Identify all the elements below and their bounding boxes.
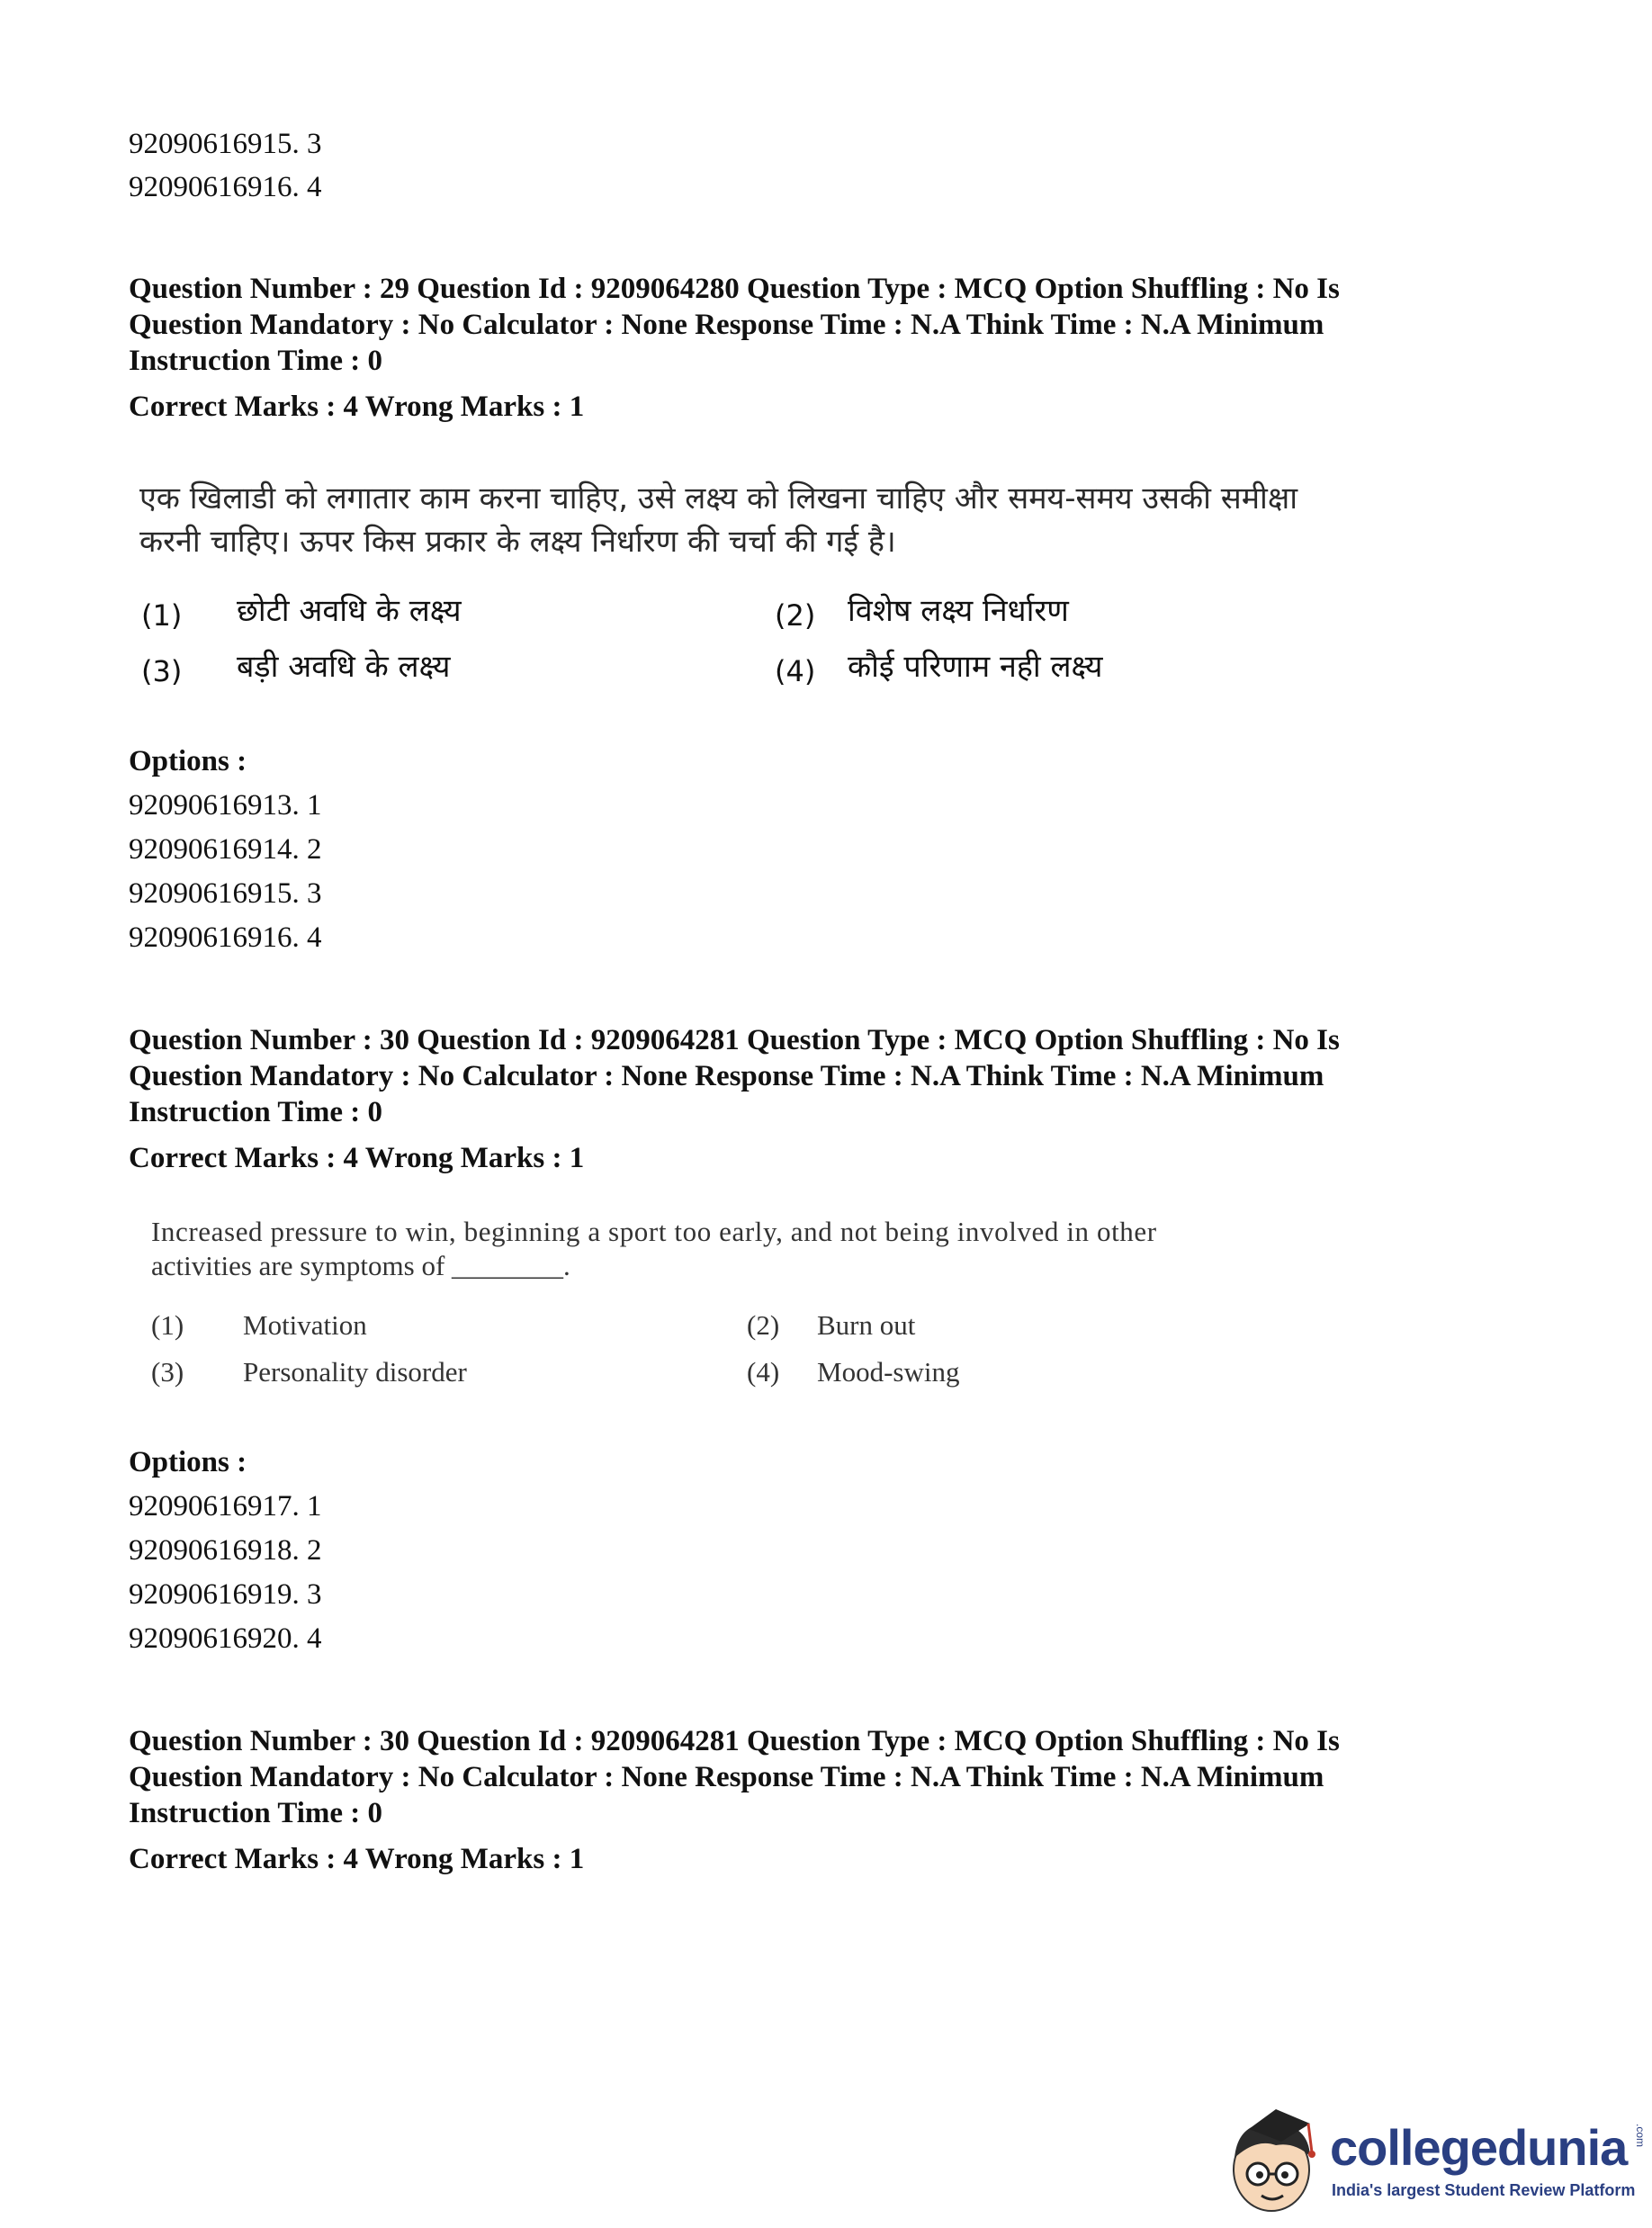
- question-header: Question Number : 29 Question Id : 9209064280 Question Type : MCQ Option Shuffling : No Is Question Mandatory : No Calculator : None Response Time : N.A Think Time : N.A Minimum Instruction Time : 0: [129, 273, 1340, 377]
- choice-number: (2): [775, 598, 816, 633]
- choice-text: विशेष लक्ष्य निर्धारण: [848, 593, 1069, 629]
- marks-line: Correct Marks : 4 Wrong Marks : 1: [129, 1142, 585, 1174]
- option-line: 92090616916. 4: [129, 171, 322, 203]
- choice-text: छोटी अवधि के लक्ष्य: [237, 593, 462, 629]
- choice-number: (4): [747, 1356, 780, 1388]
- option-line: 92090616913. 1: [129, 789, 322, 822]
- option-line: 92090616917. 1: [129, 1490, 322, 1523]
- option-line: 92090616915. 3: [129, 128, 322, 160]
- choice-text: Motivation: [243, 1309, 367, 1341]
- choice-number: (4): [775, 654, 816, 688]
- option-line: 92090616918. 2: [129, 1534, 322, 1567]
- choice-number: (1): [141, 598, 183, 633]
- choice-text: Burn out: [817, 1309, 916, 1341]
- question-text-line: activities are symptoms of ________.: [151, 1250, 570, 1281]
- question-image: [139, 477, 1471, 563]
- option-line: 92090616920. 4: [129, 1622, 322, 1655]
- choice-number: (3): [151, 1356, 184, 1388]
- choice-number: (1): [151, 1309, 184, 1341]
- option-line: 92090616916. 4: [129, 921, 322, 954]
- logo-tagline: India's largest Student Review Platform: [1332, 2181, 1636, 2199]
- logo-wordmark: collegedunia: [1330, 2119, 1628, 2176]
- logo-com: .com: [1634, 2123, 1648, 2148]
- question-text-line: एक खिलाडी को लगातार काम करना चाहिए, उसे लक्ष्य को लिखना चाहिए और समय-समय उसकी समीक्षा: [139, 481, 1298, 517]
- choice-text: Mood-swing: [817, 1356, 960, 1388]
- question-text-line: Increased pressure to win, beginning a sport too early, and not being involved in other: [151, 1216, 1157, 1247]
- options-label: Options :: [129, 1446, 247, 1478]
- option-line: 92090616914. 2: [129, 833, 322, 866]
- mascot-icon: [1222, 2102, 1330, 2219]
- choice-text: कौई परिणाम नही लक्ष्य: [848, 649, 1103, 685]
- marks-line: Correct Marks : 4 Wrong Marks : 1: [129, 1843, 585, 1875]
- option-line: 92090616915. 3: [129, 877, 322, 910]
- choice-text: Personality disorder: [243, 1356, 467, 1388]
- collegedunia-logo[interactable]: [1222, 2102, 1648, 2219]
- question-header: Question Number : 30 Question Id : 9209064281 Question Type : MCQ Option Shuffling : No Is Question Mandatory : No Calculator : None Response Time : N.A Think Time : N.A Minimum Instruction Time : 0: [129, 1725, 1340, 1829]
- choice-number: (2): [747, 1309, 780, 1341]
- marks-line: Correct Marks : 4 Wrong Marks : 1: [129, 391, 585, 423]
- question-text-line: करनी चाहिए। ऊपर किस प्रकार के लक्ष्य निर्धारण की चर्चा की गई है।: [139, 524, 896, 560]
- choice-text: बड़ी अवधि के लक्ष्य: [237, 649, 451, 685]
- question-image: [151, 1215, 1456, 1283]
- question-header: Question Number : 30 Question Id : 9209064281 Question Type : MCQ Option Shuffling : No Is Question Mandatory : No Calculator : None Response Time : N.A Think Time : N.A Minimum Instruction Time : 0: [129, 1024, 1340, 1128]
- option-line: 92090616919. 3: [129, 1578, 322, 1611]
- options-label: Options :: [129, 745, 247, 777]
- choice-number: (3): [141, 654, 183, 688]
